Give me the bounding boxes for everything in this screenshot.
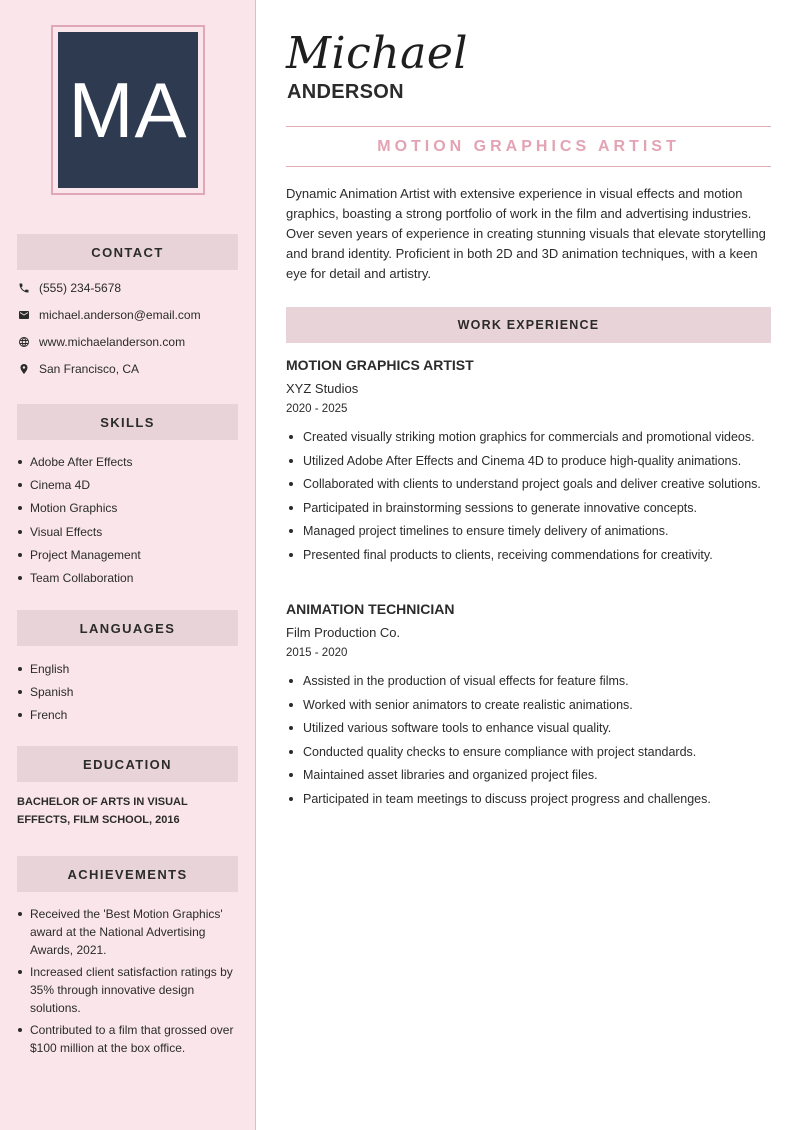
- email-icon: [17, 308, 31, 322]
- globe-icon: [17, 335, 31, 349]
- monogram-frame: [51, 25, 205, 195]
- job-bullet: Conducted quality checks to ensure compliance with project standards.: [286, 743, 774, 762]
- headline: MOTION GRAPHICS ARTIST: [377, 138, 680, 155]
- first-name: Michael: [286, 28, 468, 79]
- monogram: MA: [58, 32, 198, 188]
- job-company: XYZ Studios: [286, 381, 359, 396]
- education-degree: BACHELOR OF ARTS IN VISUAL EFFECTS, FILM SCHOOL, 2016: [17, 796, 188, 826]
- language-item: English: [17, 660, 242, 678]
- skill-item: Motion Graphics: [17, 499, 242, 517]
- contact-heading: CONTACT: [17, 234, 238, 270]
- job-company: Film Production Co.: [286, 625, 401, 640]
- job-bullet: Maintained asset libraries and organized project files.: [286, 766, 774, 785]
- job-bullet: Participated in brainstorming sessions to generate innovative concepts.: [286, 499, 774, 518]
- languages-heading: LANGUAGES: [17, 610, 238, 646]
- skill-item: Cinema 4D: [17, 476, 242, 494]
- achievement-item: Received the 'Best Motion Graphics' award at the National Advertising Awards, 2021.: [17, 905, 245, 959]
- skill-item: Visual Effects: [17, 523, 242, 541]
- skills-list: [17, 453, 242, 587]
- skill-item: Adobe After Effects: [17, 453, 242, 471]
- contact-location: [17, 360, 139, 378]
- achievement-item: Contributed to a film that grossed over $100 million at the box office.: [17, 1021, 245, 1057]
- languages-list: [17, 660, 242, 724]
- summary: Dynamic Animation Artist with extensive experience in visual effects and motion graphics, boasting a strong portfolio of work in the film and advertising industries. Over seven years of experience in creating stunning visuals that elevate storytelling and brand identity. Proficient in both 2D and 3D animation techniques, with a keen eye for detail and artistry.: [286, 186, 766, 281]
- job-bullet: Collaborated with clients to understand project goals and deliver creative solutions.: [286, 475, 774, 494]
- last-name: ANDERSON: [287, 81, 404, 103]
- job-bullet: Utilized Adobe After Effects and Cinema 4D to produce high-quality animations.: [286, 452, 774, 471]
- skill-item: Project Management: [17, 546, 242, 564]
- job-dates: 2020 - 2025: [286, 403, 348, 415]
- title-rule-bottom: [286, 166, 771, 167]
- job-entry: [286, 601, 774, 813]
- location-pin-icon: [17, 362, 31, 376]
- language-item: French: [17, 706, 242, 724]
- location-text: San Francisco, CA: [39, 362, 140, 376]
- contact-email: [17, 306, 201, 324]
- job-bullet: Created visually striking motion graphics for commercials and promotional videos.: [286, 428, 774, 447]
- job-title: MOTION GRAPHICS ARTIST: [286, 357, 474, 373]
- achievements-heading: ACHIEVEMENTS: [17, 856, 238, 892]
- work-experience-heading: WORK EXPERIENCE: [286, 307, 771, 343]
- job-bullet: Utilized various software tools to enhance visual quality.: [286, 719, 774, 738]
- contact-phone: [17, 279, 121, 297]
- sidebar: [0, 0, 256, 1130]
- email-link[interactable]: michael.anderson@email.com: [39, 308, 201, 322]
- job-bullet: Presented final products to clients, receiving commendations for creativity.: [286, 546, 774, 565]
- education-heading: EDUCATION: [17, 746, 238, 782]
- job-bullet: Assisted in the production of visual effects for feature films.: [286, 672, 774, 691]
- job-title: ANIMATION TECHNICIAN: [286, 601, 455, 617]
- phone-text: (555) 234-5678: [39, 281, 122, 295]
- achievement-item: Increased client satisfaction ratings by 35% through innovative design solutions.: [17, 963, 245, 1017]
- job-bullet: Participated in team meetings to discuss project progress and challenges.: [286, 790, 774, 809]
- website-link[interactable]: www.michaelanderson.com: [39, 335, 186, 349]
- skill-item: Team Collaboration: [17, 569, 242, 587]
- job-bullets: [286, 672, 774, 808]
- title-rule-top: [286, 126, 771, 127]
- job-bullets: [286, 428, 774, 564]
- contact-website: [17, 333, 185, 351]
- phone-icon: [17, 281, 31, 295]
- language-item: Spanish: [17, 683, 242, 701]
- achievements-list: [17, 905, 245, 1057]
- skills-heading: SKILLS: [17, 404, 238, 440]
- job-entry: [286, 357, 774, 569]
- job-dates: 2015 - 2020: [286, 647, 348, 659]
- job-bullet: Managed project timelines to ensure timely delivery of animations.: [286, 522, 774, 541]
- job-bullet: Worked with senior animators to create realistic animations.: [286, 696, 774, 715]
